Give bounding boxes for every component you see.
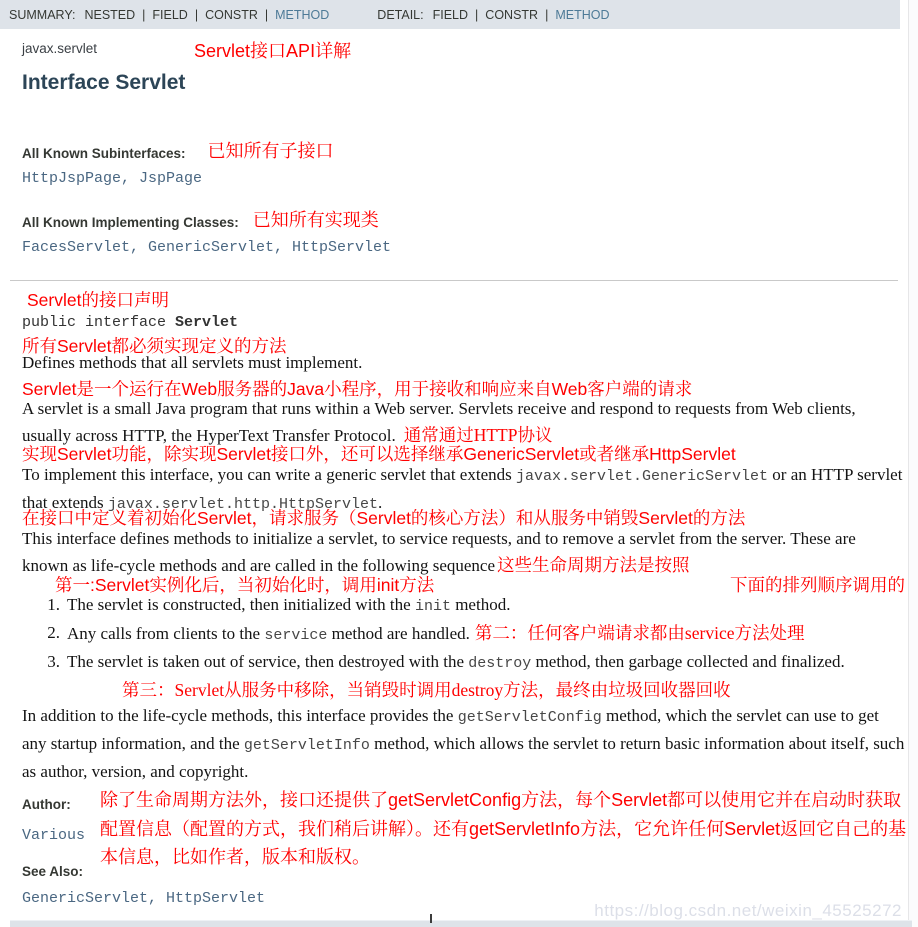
list-item3-annotation: 第三：Servlet从服务中移除，当销毁时调用destroy方法，最终由垃圾回收器回收 — [122, 680, 731, 700]
nav-separator: | — [475, 7, 479, 22]
para1-text: A servlet is a small Java program that runs within a Web server. Servlets receive and respond to requests from Web clients, usually across HTTP, the HyperText Transfer Protocol. — [22, 399, 856, 445]
nav-summary-nested: NESTED — [84, 7, 136, 22]
get-servlet-info-link[interactable]: getServletInfo — [243, 737, 370, 754]
list-item-text — [67, 649, 895, 704]
vertical-scrollbar[interactable] — [908, 0, 918, 927]
csdn-watermark: https://blog.csdn.net/weixin_45525272 — [594, 901, 902, 920]
para1 — [22, 396, 906, 449]
package-name: javax.servlet — [22, 41, 98, 56]
list-item — [40, 649, 900, 704]
para4 — [22, 703, 906, 785]
list-item-text — [67, 620, 804, 649]
para3-text: This interface defines methods to initialize a servlet, to service requests, and to remove a servlet from the server. These are known as life-cycle methods and are called in the following sequence — [22, 529, 856, 575]
detail-caption: DETAIL: — [377, 7, 424, 22]
implementing-label: All Known Implementing Classes: — [22, 215, 239, 230]
nav-summary-constr: CONSTR — [205, 7, 258, 22]
interface-declaration — [22, 314, 238, 331]
header-annotation: Servlet接口API详解 — [194, 41, 352, 61]
list-item-text-post: method. — [450, 595, 511, 614]
subinterfaces-annotation: 已知所有子接口 — [207, 141, 334, 161]
list-item — [40, 620, 900, 649]
nav-summary-field: FIELD — [152, 7, 188, 22]
nav-detail-field: FIELD — [432, 7, 469, 22]
init-method-code: init — [414, 598, 451, 615]
sequence-annotation-first: 第一:Servlet实例化后，当初始化时，调用init方法 — [55, 575, 435, 595]
list-item-text-pre: The servlet is constructed, then initialized with the — [67, 595, 415, 614]
list-item-text-pre: The servlet is taken out of service, then destroyed with the — [67, 652, 469, 671]
para2-text: or an HTTP servlet that extends — [22, 465, 903, 512]
para2-text: . — [377, 493, 383, 512]
author-value: Various — [22, 827, 86, 844]
nav-separator: | — [264, 7, 269, 22]
para4-text: In addition to the life-cycle methods, this interface provides the — [22, 706, 458, 725]
generic-servlet-link[interactable]: javax.servlet.GenericServlet — [516, 468, 769, 485]
para1-annotation: Servlet是一个运行在Web服务器的Java小程序，用于接收和响应来自Web客户端的请求 — [22, 379, 693, 399]
page-title: Interface Servlet — [22, 71, 186, 94]
nav-detail-constr: CONSTR — [485, 7, 539, 22]
list-item-number: 3. — [47, 652, 60, 671]
para3-annotation: 在接口中定义着初始化Servlet，请求服务（Servlet的核心方法）和从服务中销毁Servlet的方法 — [22, 508, 746, 528]
author-label: Author: — [22, 797, 71, 812]
http-servlet-link[interactable]: javax.servlet.http.HttpServlet — [107, 496, 378, 513]
nav-summary-method-link[interactable]: METHOD — [275, 7, 330, 22]
list-item-number: 2. — [47, 623, 60, 642]
para1-inline-annotation: 通常通过HTTP协议 — [403, 425, 553, 445]
destroy-method-code: destroy — [468, 655, 532, 672]
section-divider — [10, 280, 898, 281]
sequence-annotation-continued: 下面的排列顺序调用的 — [730, 575, 905, 595]
para3-inline-annotation: 这些生命周期方法是按照 — [497, 555, 690, 575]
list-item-text-post: method, then garbage collected and finalized. — [531, 652, 845, 671]
para2-annotation: 实现Servlet功能，除实现Servlet接口外，还可以选择继承GenericServlet或者继承HttpServlet — [22, 444, 736, 464]
para2-text: To implement this interface, you can write a generic servlet that extends — [22, 465, 516, 484]
service-method-code: service — [264, 627, 328, 644]
caret-mark — [430, 914, 432, 923]
list-item-number: 1. — [47, 595, 60, 614]
summary-nav-group — [9, 8, 329, 22]
subinterfaces-links[interactable]: HttpJspPage, JspPage — [22, 170, 203, 187]
declaration-annotation: Servlet的接口声明 — [27, 290, 169, 310]
summary-caption: SUMMARY: — [9, 7, 76, 22]
author-annotation: 除了生命周期方法外，接口还提供了getServletConfig方法，每个Servlet都可以使用它并在启动时获取配置信息（配置的方式，我们稍后讲解）。还有getServletInfo方法，它允许任何Servlet返回它自己的基本信息，比如作者，版本和版权。 — [100, 790, 907, 867]
nav-detail-method-link[interactable]: METHOD — [555, 7, 610, 22]
para4-text: method, which the servlet can use to get any startup information, and the — [22, 706, 879, 753]
see-also-label: See Also: — [22, 864, 84, 879]
subinterfaces-label: All Known Subinterfaces: — [22, 146, 186, 161]
nav-separator: | — [142, 7, 146, 22]
header-row — [22, 41, 351, 61]
list-item2-annotation: 第二：任何客户端请求都由service方法处理 — [474, 623, 805, 643]
list-item-text-post: method are handled. — [327, 624, 470, 643]
implementing-links[interactable]: FacesServlet, GenericServlet, HttpServlet — [22, 239, 392, 256]
para3 — [22, 526, 906, 579]
nav-separator: | — [194, 7, 199, 22]
implementing-row — [22, 211, 379, 230]
list-item-text — [67, 592, 895, 620]
declaration-modifiers: public interface — [22, 314, 176, 331]
declaration-annotation-2: 所有Servlet都必须实现定义的方法 — [22, 336, 287, 356]
interface-summary: Defines methods that all servlets must implement. — [22, 353, 363, 372]
list-item — [40, 592, 900, 620]
nav-separator: | — [545, 7, 549, 22]
bottom-nav-bar-edge — [10, 920, 912, 927]
detail-nav-group — [377, 8, 609, 22]
declaration-name: Servlet — [175, 314, 239, 331]
list-item-text-pre: Any calls from clients to the — [67, 624, 265, 643]
subinterfaces-row — [22, 142, 334, 161]
see-also-links[interactable]: GenericServlet, HttpServlet — [22, 890, 266, 907]
implementing-annotation: 已知所有实现类 — [252, 210, 379, 230]
lifecycle-list — [40, 592, 900, 704]
top-nav-bar — [0, 0, 900, 29]
get-servlet-config-link[interactable]: getServletConfig — [457, 709, 602, 726]
para4-text: method, which allows the servlet to return basic information about itself, such as author, version, and copyright. — [22, 734, 905, 781]
